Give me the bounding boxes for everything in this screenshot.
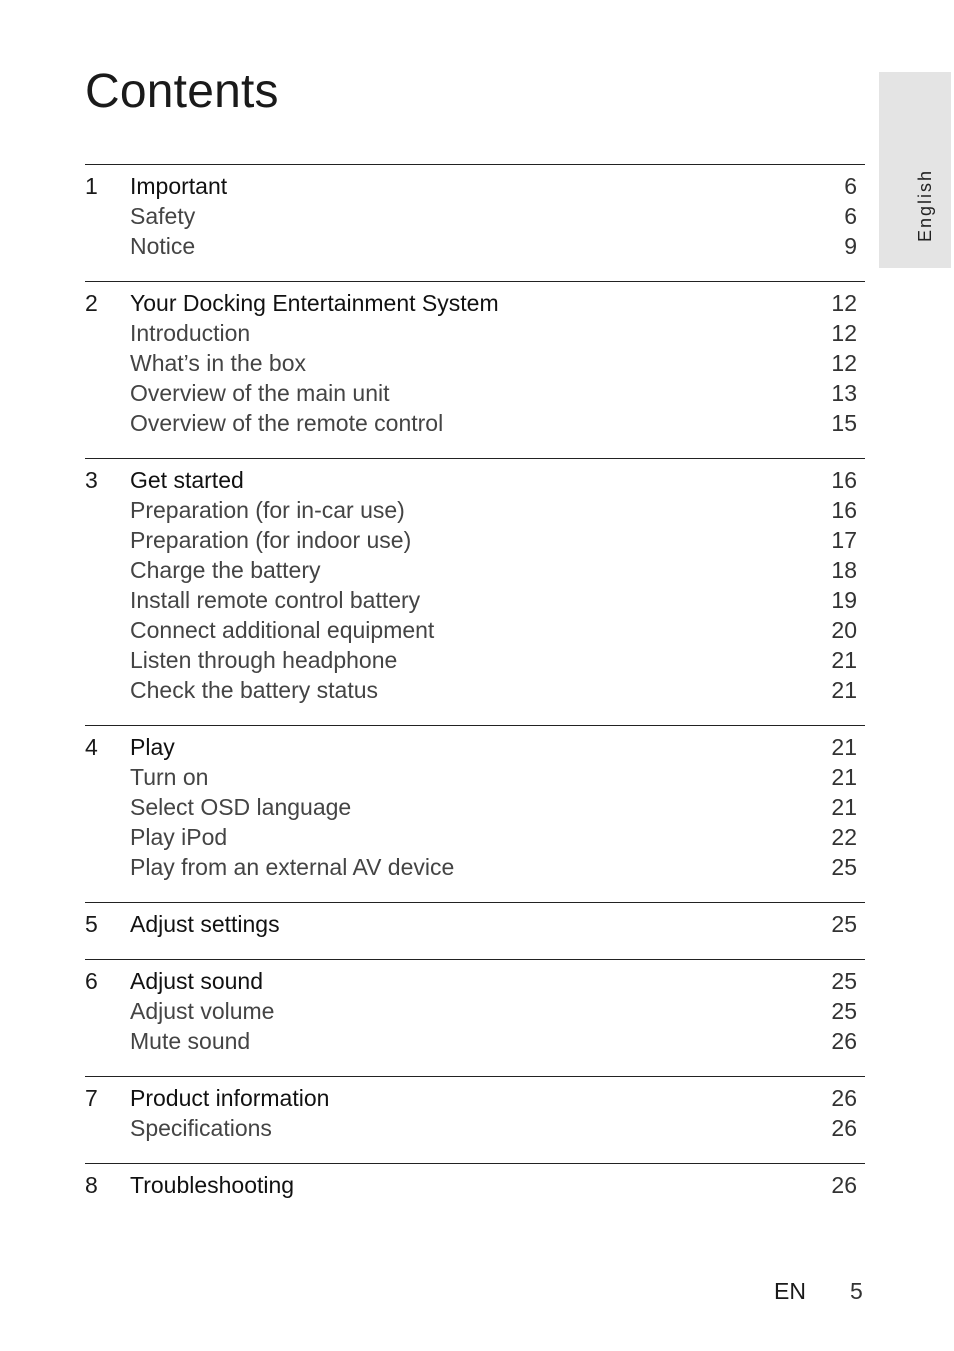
entry-page: 17: [831, 527, 857, 553]
toc-entry-row[interactable]: [85, 645, 865, 675]
entry-page: 9: [844, 233, 857, 259]
entry-page: 20: [831, 617, 857, 643]
language-tab-label: English: [915, 168, 935, 242]
toc-entry-row[interactable]: [85, 408, 865, 438]
chapter-page: 25: [831, 968, 857, 994]
entry-title: Select OSD language: [130, 794, 352, 820]
entry-page: 12: [831, 320, 857, 346]
entry-title: Listen through headphone: [130, 647, 398, 673]
entry-title: Install remote control battery: [130, 587, 421, 613]
toc-entry-row[interactable]: [85, 792, 865, 822]
chapter-page: 6: [844, 173, 857, 199]
toc-section-5: [85, 902, 865, 959]
entry-title: Turn on: [130, 764, 209, 790]
chapter-title: Troubleshooting: [130, 1172, 295, 1198]
toc-chapter-row[interactable]: [85, 909, 865, 939]
toc-chapter-row[interactable]: [85, 465, 865, 495]
chapter-page: 16: [831, 467, 857, 493]
entry-title: Preparation (for in-car use): [130, 497, 405, 523]
toc-entry-row[interactable]: [85, 231, 865, 261]
toc-entry-row[interactable]: [85, 585, 865, 615]
toc-entry-row[interactable]: [85, 525, 865, 555]
chapter-number: 8: [85, 1172, 98, 1198]
entry-page: 15: [831, 410, 857, 436]
toc-entry-row[interactable]: [85, 996, 865, 1026]
toc-entry-row[interactable]: [85, 555, 865, 585]
entry-title: Introduction: [130, 320, 251, 346]
entry-page: 21: [831, 677, 857, 703]
toc-section-2: [85, 281, 865, 458]
entry-title: Safety: [130, 203, 196, 229]
entry-page: 21: [831, 794, 857, 820]
toc-entry-row[interactable]: [85, 318, 865, 348]
toc-section-6: [85, 959, 865, 1076]
chapter-number: 7: [85, 1085, 98, 1111]
chapter-page: 26: [831, 1085, 857, 1111]
entry-title: Play from an external AV device: [130, 854, 455, 880]
page-footer: [0, 1278, 954, 1310]
toc-entry-row[interactable]: [85, 1113, 865, 1143]
toc-entry-row[interactable]: [85, 348, 865, 378]
entry-title: Charge the battery: [130, 557, 321, 583]
chapter-title: Adjust settings: [130, 911, 280, 937]
entry-title: Connect additional equipment: [130, 617, 435, 643]
entry-title: Play iPod: [130, 824, 228, 850]
toc-section-4: [85, 725, 865, 902]
toc-section-7: [85, 1076, 865, 1163]
entry-page: 19: [831, 587, 857, 613]
chapter-number: 4: [85, 734, 98, 760]
entry-page: 26: [831, 1115, 857, 1141]
toc-chapter-row[interactable]: [85, 171, 865, 201]
chapter-page: 25: [831, 911, 857, 937]
entry-title: Overview of the main unit: [130, 380, 390, 406]
chapter-number: 3: [85, 467, 98, 493]
toc-chapter-row[interactable]: [85, 1083, 865, 1113]
entry-page: 25: [831, 854, 857, 880]
entry-page: 21: [831, 764, 857, 790]
entry-page: 18: [831, 557, 857, 583]
toc-chapter-row[interactable]: [85, 1170, 865, 1200]
entry-title: Preparation (for indoor use): [130, 527, 412, 553]
toc-entry-row[interactable]: [85, 852, 865, 882]
entry-title: Specifications: [130, 1115, 272, 1141]
entry-page: 26: [831, 1028, 857, 1054]
footer-page-number: 5: [850, 1278, 863, 1304]
toc-entry-row[interactable]: [85, 822, 865, 852]
entry-title: What’s in the box: [130, 350, 307, 376]
chapter-title: Adjust sound: [130, 968, 263, 994]
chapter-page: 21: [831, 734, 857, 760]
chapter-number: 6: [85, 968, 98, 994]
toc-entry-row[interactable]: [85, 1026, 865, 1056]
toc-entry-row[interactable]: [85, 675, 865, 705]
chapter-title: Product information: [130, 1085, 330, 1111]
entry-title: Adjust volume: [130, 998, 275, 1024]
toc-entry-row[interactable]: [85, 201, 865, 231]
entry-title: Check the battery status: [130, 677, 379, 703]
toc-entry-row[interactable]: [85, 495, 865, 525]
entry-page: 12: [831, 350, 857, 376]
entry-page: 25: [831, 998, 857, 1024]
entry-page: 6: [844, 203, 857, 229]
toc-section-8: [85, 1163, 865, 1220]
page-title: Contents: [85, 65, 279, 118]
toc-section-3: [85, 458, 865, 725]
toc-chapter-row[interactable]: [85, 288, 865, 318]
toc-entry-row[interactable]: [85, 615, 865, 645]
chapter-title: Your Docking Entertainment System: [130, 290, 499, 316]
chapter-page: 12: [831, 290, 857, 316]
toc-entry-row[interactable]: [85, 378, 865, 408]
toc-section-1: [85, 164, 865, 281]
toc-chapter-row[interactable]: [85, 966, 865, 996]
chapter-number: 1: [85, 173, 98, 199]
toc-chapter-row[interactable]: [85, 732, 865, 762]
entry-title: Notice: [130, 233, 196, 259]
entry-page: 16: [831, 497, 857, 523]
footer-language-code: EN: [774, 1278, 806, 1304]
entry-page: 22: [831, 824, 857, 850]
entry-page: 21: [831, 647, 857, 673]
language-tab: [879, 72, 951, 268]
chapter-number: 5: [85, 911, 98, 937]
chapter-title: Play: [130, 734, 175, 760]
entry-page: 13: [831, 380, 857, 406]
chapter-title: Get started: [130, 467, 244, 493]
table-of-contents: [85, 164, 865, 1220]
chapter-title: Important: [130, 173, 228, 199]
entry-title: Overview of the remote control: [130, 410, 444, 436]
chapter-number: 2: [85, 290, 98, 316]
entry-title: Mute sound: [130, 1028, 251, 1054]
chapter-page: 26: [831, 1172, 857, 1198]
toc-entry-row[interactable]: [85, 762, 865, 792]
